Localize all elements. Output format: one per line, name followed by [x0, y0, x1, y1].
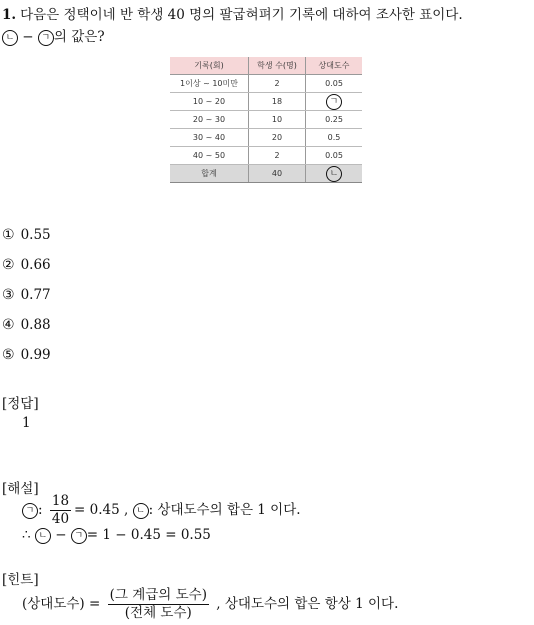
- cell-record: 40 ~ 50: [170, 147, 249, 165]
- choice-1[interactable]: [2, 227, 51, 243]
- choice-5[interactable]: [2, 347, 51, 363]
- fraction-denominator: (전체 도수): [124, 605, 192, 621]
- table-header-row: [170, 57, 362, 75]
- choice-value: 0.77: [20, 287, 51, 303]
- choice-value: 0.99: [20, 347, 51, 363]
- cell-students: 18: [249, 93, 306, 111]
- choice-mark: ②: [2, 257, 15, 273]
- minus-sign: −: [22, 29, 34, 45]
- cell-total-label: 합계: [170, 165, 249, 183]
- cell-students: 2: [249, 147, 306, 165]
- table-row: [170, 147, 362, 165]
- circled-letter-nieun: ㄴ: [133, 503, 149, 519]
- cell-students: 2: [249, 75, 306, 93]
- cell-students: 20: [249, 129, 306, 147]
- hint-line: [22, 587, 398, 622]
- cell-relative: 0.05: [306, 147, 363, 165]
- cell-relative: 0.05: [306, 75, 363, 93]
- choice-value: 0.66: [20, 257, 51, 273]
- result: = 0.45 ,: [74, 502, 129, 518]
- answer-label: [정답]: [2, 396, 39, 412]
- circled-letter-nieun: ㄴ: [35, 528, 51, 544]
- table-total-row: [170, 165, 362, 183]
- therefore-symbol: ∴: [22, 527, 31, 543]
- explanation-tail: : 상대도수의 합은 1 이다.: [148, 502, 301, 518]
- table-row: [170, 93, 362, 111]
- computation: = 1 − 0.45 = 0.55: [86, 527, 211, 543]
- choice-mark: ④: [2, 317, 15, 333]
- question-number: 1.: [2, 7, 17, 23]
- answer-value: 1: [22, 415, 31, 431]
- fraction-numerator: 18: [51, 493, 70, 509]
- cell-total-relative: [306, 165, 363, 183]
- question-line-2: [2, 25, 105, 46]
- circled-letter-nieun: ㄴ: [326, 166, 342, 182]
- header-record: 기록(회): [170, 57, 249, 75]
- explanation-label: [해설]: [2, 481, 39, 497]
- colon: :: [38, 502, 43, 518]
- hint-tail: , 상대도수의 합은 항상 1 이다.: [216, 596, 399, 612]
- table-row: [170, 129, 362, 147]
- cell-relative: 0.25: [306, 111, 363, 129]
- frequency-table: [170, 57, 362, 183]
- choice-mark: ①: [2, 227, 15, 243]
- question-text: 다음은 정택이네 반 학생 40 명의 팔굽혀펴기 기록에 대하여 조사한 표이다.: [20, 7, 463, 23]
- header-relative-frequency: 상대도수: [306, 57, 363, 75]
- explanation-line-2: [22, 527, 211, 544]
- header-students: 학생 수(명): [249, 57, 306, 75]
- choice-mark: ③: [2, 287, 15, 303]
- choice-2[interactable]: [2, 257, 51, 273]
- fraction: [50, 493, 71, 528]
- question-line-1: [2, 3, 463, 23]
- hint-lhs: (상대도수) =: [22, 596, 101, 612]
- cell-record: 30 ~ 40: [170, 129, 249, 147]
- question-tail: 의 값은?: [53, 29, 105, 45]
- fraction-denominator: 40: [51, 511, 70, 527]
- hint-label: [힌트]: [2, 572, 39, 588]
- circled-letter-giyeok: ㄱ: [326, 94, 342, 110]
- table-row: [170, 111, 362, 129]
- fraction-numerator: (그 계급의 도수): [109, 587, 207, 603]
- explanation-line-1: [22, 493, 301, 528]
- cell-record: 20 ~ 30: [170, 111, 249, 129]
- circled-letter-giyeok: ㄱ: [22, 503, 38, 519]
- choice-4[interactable]: [2, 317, 51, 333]
- circled-letter-nieun: ㄴ: [2, 30, 18, 46]
- cell-relative: [306, 93, 363, 111]
- fraction: [108, 587, 209, 622]
- choice-value: 0.55: [20, 227, 51, 243]
- circled-letter-giyeok: ㄱ: [71, 528, 87, 544]
- minus-sign: −: [55, 527, 67, 543]
- cell-students: 10: [249, 111, 306, 129]
- cell-record: 10 ~ 20: [170, 93, 249, 111]
- circled-letter-giyeok: ㄱ: [38, 30, 54, 46]
- cell-total-students: 40: [249, 165, 306, 183]
- table-row: [170, 75, 362, 93]
- choice-mark: ⑤: [2, 347, 15, 363]
- cell-relative: 0.5: [306, 129, 363, 147]
- choice-value: 0.88: [20, 317, 51, 333]
- choice-3[interactable]: [2, 287, 51, 303]
- cell-record: 1이상 ~ 10미만: [170, 75, 249, 93]
